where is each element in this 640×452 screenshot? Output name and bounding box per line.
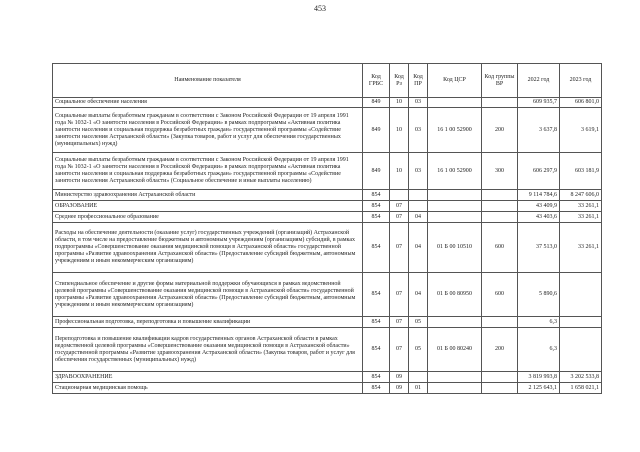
row-grbs: 854 <box>363 190 390 201</box>
header-rz: Код Рз <box>390 64 409 98</box>
row-grbs: 849 <box>363 153 390 190</box>
row-csr: 01 Б 00 80950 <box>428 273 482 317</box>
row-pr: 03 <box>409 108 428 153</box>
row-grbs: 849 <box>363 98 390 108</box>
table-row <box>53 372 602 383</box>
row-csr: 01 Б 00 10510 <box>428 223 482 273</box>
row-grbs: 854 <box>363 317 390 328</box>
table-row <box>53 383 602 394</box>
row-name: Среднее профессиональное образование <box>53 212 363 223</box>
row-pr: 03 <box>409 98 428 108</box>
row-2023: 33 261,1 <box>560 223 602 273</box>
row-name: ОБРАЗОВАНИЕ <box>53 201 363 212</box>
row-vr <box>482 372 518 383</box>
row-rz: 07 <box>390 212 409 223</box>
row-2022: 9 114 784,6 <box>518 190 560 201</box>
row-grbs: 854 <box>363 201 390 212</box>
row-pr <box>409 201 428 212</box>
row-csr <box>428 98 482 108</box>
row-name: Социальные выплаты безработным гражданам в соответствии с Законом Российской Федерации от 19 апреля 1991 года № 1032-1 «О занятости населения в Российской Федерации» в рамках подпрограммы «Активная политика занятости населения и социальная поддержка безработных граждан» государственной программы «Содействие занятости населения Астраханской области» (Закупка товаров, работ и услуг для обеспечения государственных (муниципальных) нужд) <box>53 108 363 153</box>
row-rz: 09 <box>390 372 409 383</box>
row-2023: 3 619,1 <box>560 108 602 153</box>
row-vr <box>482 383 518 394</box>
table-row <box>53 273 602 317</box>
row-2022: 3 637,8 <box>518 108 560 153</box>
row-csr <box>428 212 482 223</box>
row-name: Социальное обеспечение населения <box>53 98 363 108</box>
row-csr <box>428 201 482 212</box>
header-2023: 2023 год <box>560 64 602 98</box>
row-pr: 01 <box>409 383 428 394</box>
row-pr: 05 <box>409 317 428 328</box>
table-row <box>53 190 602 201</box>
row-2022: 3 819 993,8 <box>518 372 560 383</box>
row-name: Профессиональная подготовка, переподготовка и повышение квалификации <box>53 317 363 328</box>
row-pr <box>409 372 428 383</box>
row-rz <box>390 190 409 201</box>
row-csr: 16 1 00 52900 <box>428 153 482 190</box>
row-rz: 07 <box>390 328 409 372</box>
row-2022: 606 297,9 <box>518 153 560 190</box>
row-rz: 07 <box>390 201 409 212</box>
row-csr: 16 1 00 52900 <box>428 108 482 153</box>
row-grbs: 849 <box>363 108 390 153</box>
row-2023 <box>560 273 602 317</box>
row-csr: 01 Б 00 80240 <box>428 328 482 372</box>
row-name: Расходы на обеспечение деятельности (оказание услуг) государственных учреждений (организаций) Астраханской области, в том числе на предоставление бюджетным и автономным учреждениям (организациям) субсидий, в рамках подпрограммы «Совершенствование оказания медицинской помощи в Астраханской области» государственной программы «Развитие здравоохранения Астраханской области» (Предоставление субсидий бюджетным, автономным учреждениям и иным некоммерческим организациям) <box>53 223 363 273</box>
table-row <box>53 98 602 108</box>
row-pr <box>409 190 428 201</box>
row-2022: 43 403,6 <box>518 212 560 223</box>
row-vr <box>482 212 518 223</box>
table-header-row <box>53 64 602 98</box>
table-row <box>53 153 602 190</box>
table-row <box>53 201 602 212</box>
row-grbs: 854 <box>363 383 390 394</box>
row-rz: 10 <box>390 153 409 190</box>
row-2022: 2 125 643,1 <box>518 383 560 394</box>
header-vr: Код группы ВР <box>482 64 518 98</box>
row-vr: 600 <box>482 273 518 317</box>
row-grbs: 854 <box>363 328 390 372</box>
row-2023: 33 261,1 <box>560 201 602 212</box>
row-2022: 6,3 <box>518 328 560 372</box>
row-name: Социальные выплаты безработным гражданам в соответствии с Законом Российской Федерации от 19 апреля 1991 года № 1032-1 «О занятости населения в Российской Федерации» в рамках подпрограммы «Активная политика занятости населения и социальная поддержка безработных граждан» государственной программы «Содействие занятости населения Астраханской области» (Социальное обеспечение и иные выплаты населению) <box>53 153 363 190</box>
row-vr <box>482 317 518 328</box>
row-grbs: 854 <box>363 273 390 317</box>
row-vr: 200 <box>482 108 518 153</box>
header-grbs: Код ГРБС <box>363 64 390 98</box>
row-pr: 05 <box>409 328 428 372</box>
row-vr <box>482 98 518 108</box>
row-rz: 10 <box>390 108 409 153</box>
row-2022: 5 890,6 <box>518 273 560 317</box>
table-row <box>53 317 602 328</box>
row-rz: 09 <box>390 383 409 394</box>
header-name: Наименование показателя <box>53 64 363 98</box>
row-pr: 04 <box>409 273 428 317</box>
row-rz: 07 <box>390 317 409 328</box>
row-2023: 3 202 533,8 <box>560 372 602 383</box>
row-csr <box>428 383 482 394</box>
row-2023: 1 658 021,1 <box>560 383 602 394</box>
row-rz: 07 <box>390 223 409 273</box>
row-2023: 603 181,9 <box>560 153 602 190</box>
budget-table <box>52 63 602 394</box>
table-row <box>53 212 602 223</box>
row-vr <box>482 190 518 201</box>
table-row <box>53 108 602 153</box>
row-csr <box>428 317 482 328</box>
row-name: Министерство здравоохранения Астраханской области <box>53 190 363 201</box>
row-rz: 07 <box>390 273 409 317</box>
row-vr: 600 <box>482 223 518 273</box>
header-pr: Код ПР <box>409 64 428 98</box>
row-grbs: 854 <box>363 212 390 223</box>
row-2023 <box>560 317 602 328</box>
row-2022: 6,3 <box>518 317 560 328</box>
table-row <box>53 223 602 273</box>
row-grbs: 854 <box>363 223 390 273</box>
table-row <box>53 328 602 372</box>
row-2023: 606 801,0 <box>560 98 602 108</box>
row-2022: 609 935,7 <box>518 98 560 108</box>
row-grbs: 854 <box>363 372 390 383</box>
row-2023: 8 247 606,0 <box>560 190 602 201</box>
row-vr: 200 <box>482 328 518 372</box>
row-vr <box>482 201 518 212</box>
row-name: Стипендиальное обеспечение и другие формы материальной поддержки обучающихся в рамках ведомственной целевой программы «Совершенствование оказания медицинской помощи в Астраханской области» государственной программы «Развитие здравоохранения Астраханской области» (Предоставление субсидий бюджетным, автономным учреждениям и иным некоммерческим организациям) <box>53 273 363 317</box>
row-2023 <box>560 328 602 372</box>
page-number: 453 <box>314 4 326 13</box>
row-csr <box>428 190 482 201</box>
row-pr: 04 <box>409 212 428 223</box>
header-csr: Код ЦСР <box>428 64 482 98</box>
row-name: ЗДРАВООХРАНЕНИЕ <box>53 372 363 383</box>
row-pr: 03 <box>409 153 428 190</box>
row-rz: 10 <box>390 98 409 108</box>
row-vr: 300 <box>482 153 518 190</box>
row-2023: 33 261,1 <box>560 212 602 223</box>
row-csr <box>428 372 482 383</box>
row-name: Переподготовка и повышение квалификации кадров государственных органов Астраханской области в рамках ведомственной целевой программы «Совершенствование оказания медицинской помощи в Астраханской области» государственной программы «Развитие здравоохранения Астраханской области» (Закупка товаров, работ и услуг для обеспечения государственных (муниципальных) нужд) <box>53 328 363 372</box>
row-name: Стационарная медицинская помощь <box>53 383 363 394</box>
header-2022: 2022 год <box>518 64 560 98</box>
row-2022: 43 409,9 <box>518 201 560 212</box>
row-pr: 04 <box>409 223 428 273</box>
row-2022: 37 513,0 <box>518 223 560 273</box>
